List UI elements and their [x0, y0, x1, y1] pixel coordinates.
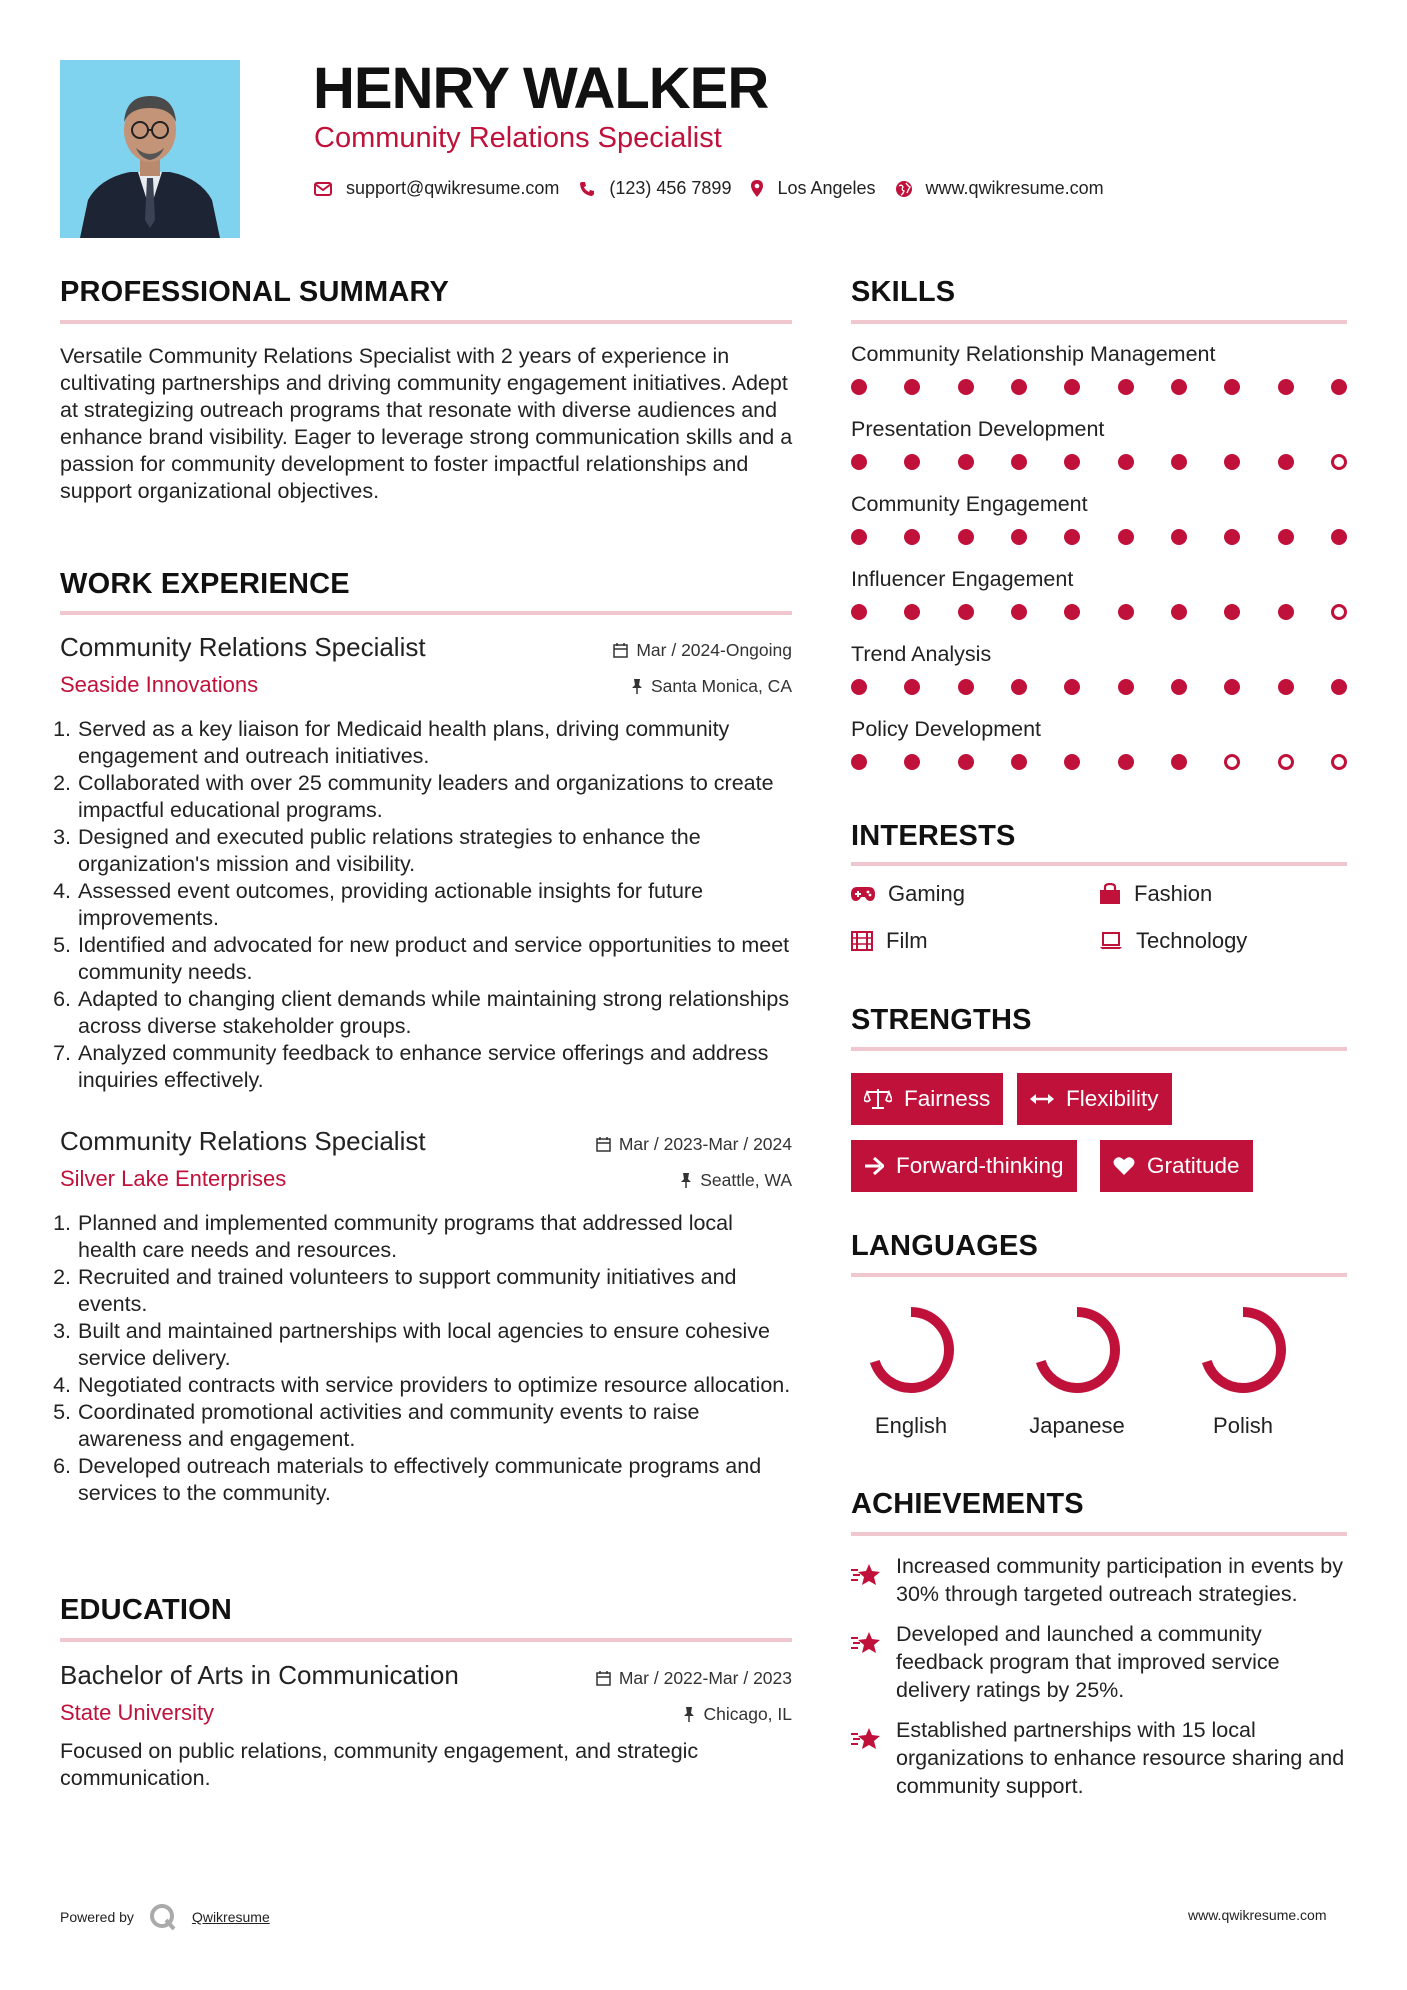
language-proficiency-ring [1027, 1300, 1127, 1400]
powered-by-text: Powered by [60, 1909, 134, 1925]
rating-dot-filled [1171, 754, 1187, 770]
job-dates [613, 640, 792, 661]
rating-dot-filled [851, 529, 867, 545]
rating-dot-filled [1064, 379, 1080, 395]
rating-dot-filled [851, 754, 867, 770]
balance-scale-icon [864, 1088, 892, 1110]
language-item [1178, 1300, 1308, 1439]
experience-heading: WORK EXPERIENCE [60, 568, 350, 600]
rating-dot-filled [958, 379, 974, 395]
languages-list [846, 1300, 1308, 1439]
education-heading: EDUCATION [60, 1594, 233, 1626]
skills-list [851, 342, 1347, 792]
rating-dot-filled [851, 679, 867, 695]
language-label: Japanese [1029, 1413, 1125, 1438]
job-location [631, 676, 792, 697]
languages-divider [851, 1273, 1347, 1277]
laptop-icon [1099, 932, 1123, 950]
strength-tag [851, 1073, 1003, 1125]
achievements-divider [851, 1532, 1347, 1536]
arrows-horizontal-icon [1030, 1093, 1054, 1105]
strength-tag [1017, 1073, 1172, 1125]
skill-name: Community Engagement [851, 492, 1088, 516]
map-marker-icon [751, 180, 763, 197]
list-item: 2. Recruited and trained volunteers to support community initiatives and events. [77, 1264, 792, 1318]
interest-item [1099, 928, 1247, 954]
skill-item [851, 342, 1347, 417]
rating-dot-filled [904, 679, 920, 695]
interest-label: Gaming [888, 881, 966, 906]
rating-dot-filled [1171, 679, 1187, 695]
interest-label: Fashion [1134, 881, 1213, 906]
rating-dot-filled [1278, 604, 1294, 620]
job-title: Community Relations Specialist [60, 632, 426, 662]
experience-divider [60, 611, 792, 615]
contact-website[interactable] [896, 178, 1104, 199]
strength-tag [1100, 1140, 1253, 1192]
list-item: 5. Identified and advocated for new product and service opportunities to meet community needs. [77, 932, 792, 986]
list-item: 4. Assessed event outcomes, providing actionable insights for future improvements. [77, 878, 792, 932]
rating-dot-empty [1278, 754, 1294, 770]
job-title: Community Relations Specialist [60, 1126, 426, 1156]
rating-dot-filled [851, 379, 867, 395]
rating-dot-empty [1331, 754, 1347, 770]
summary-heading: PROFESSIONAL SUMMARY [60, 276, 450, 308]
rating-dot-filled [1278, 529, 1294, 545]
rating-dot-filled [904, 529, 920, 545]
rating-dot-filled [1331, 379, 1347, 395]
interest-label: Film [886, 928, 928, 953]
rating-dot-filled [1224, 529, 1240, 545]
skills-heading: SKILLS [851, 276, 956, 308]
heart-icon [1113, 1156, 1135, 1176]
shopping-bag-icon [1099, 883, 1121, 905]
job-bullets [60, 716, 792, 1094]
achievements-heading: ACHIEVEMENTS [851, 1488, 1084, 1520]
rating-dot-filled [1064, 454, 1080, 470]
rating-dot-filled [851, 454, 867, 470]
skill-name: Policy Development [851, 717, 1042, 741]
skill-name: Influencer Engagement [851, 567, 1074, 591]
interest-label: Technology [1136, 928, 1248, 953]
rating-dot-filled [958, 679, 974, 695]
rating-dot-filled [1118, 529, 1134, 545]
strength-tag [851, 1140, 1077, 1192]
job-entry [60, 632, 792, 1094]
rating-dot-empty [1331, 604, 1347, 620]
rating-dot-filled [1118, 754, 1134, 770]
achievement-text: Increased community participation in events by 30% through targeted outreach strategies. [896, 1554, 1343, 1606]
achievements-list [851, 1552, 1347, 1800]
list-item: 4. Negotiated contracts with service providers to optimize resource allocation. [77, 1372, 792, 1399]
skill-rating [851, 604, 1347, 620]
phone-text: (123) 456 7899 [609, 178, 732, 198]
qwikresume-logo-icon [148, 1902, 178, 1932]
language-proficiency-ring [1193, 1300, 1293, 1400]
rating-dot-filled [1171, 454, 1187, 470]
interest-item [851, 928, 928, 954]
contact-email[interactable] [314, 178, 559, 199]
location-text: Los Angeles [777, 178, 876, 198]
strength-label: Gratitude [1147, 1153, 1240, 1178]
job-location-text: Santa Monica, CA [650, 676, 792, 696]
rating-dot-filled [1011, 679, 1027, 695]
brand-link[interactable]: Qwikresume [191, 1909, 270, 1925]
education-dates-text: Mar / 2022-Mar / 2023 [618, 1668, 792, 1688]
calendar-icon [596, 1671, 611, 1686]
star-trophy-icon [851, 1630, 881, 1654]
globe-icon [896, 181, 912, 197]
job-bullets [60, 1210, 792, 1507]
rating-dot-filled [904, 754, 920, 770]
education-description: Focused on public relations, community engagement, and strategic communication. [60, 1739, 699, 1790]
rating-dot-filled [1011, 529, 1027, 545]
pin-icon [683, 1707, 695, 1722]
interest-item [851, 881, 965, 907]
list-item: 5. Coordinated promotional activities and community events to raise awareness and engagement. [77, 1399, 792, 1453]
skills-divider [851, 320, 1347, 324]
skill-item [851, 567, 1347, 642]
job-dates-text: Mar / 2023-Mar / 2024 [618, 1134, 792, 1154]
rating-dot-filled [1171, 604, 1187, 620]
interests-heading: INTERESTS [851, 820, 1016, 852]
list-item: 7. Analyzed community feedback to enhance service offerings and address inquiries effectively. [77, 1040, 792, 1094]
language-ring-arc [873, 1312, 949, 1388]
rating-dot-filled [958, 529, 974, 545]
rating-dot-filled [958, 754, 974, 770]
summary-divider [60, 320, 792, 324]
interests-divider [851, 862, 1347, 866]
rating-dot-filled [1331, 529, 1347, 545]
strength-label: Forward-thinking [896, 1153, 1064, 1178]
language-ring-arc [1039, 1312, 1115, 1388]
profile-photo [60, 60, 240, 238]
education-dates [596, 1668, 792, 1689]
envelope-icon [314, 182, 332, 196]
rating-dot-filled [1118, 454, 1134, 470]
rating-dot-filled [1224, 379, 1240, 395]
skill-item [851, 417, 1347, 492]
achievement-text: Developed and launched a community feedback program that improved service delivery ratings by 25%. [896, 1622, 1280, 1702]
contact-bar [314, 178, 1124, 199]
rating-dot-empty [1331, 454, 1347, 470]
job-location-text: Seattle, WA [700, 1170, 792, 1190]
rating-dot-filled [1064, 754, 1080, 770]
star-trophy-icon [851, 1562, 881, 1586]
rating-dot-filled [1278, 379, 1294, 395]
rating-dot-filled [1171, 379, 1187, 395]
rating-dot-filled [1064, 679, 1080, 695]
language-item [1012, 1300, 1142, 1439]
strength-label: Flexibility [1066, 1086, 1159, 1111]
language-label: English [874, 1413, 948, 1438]
rating-dot-filled [904, 604, 920, 620]
gamepad-icon [851, 886, 875, 902]
phone-icon [579, 181, 595, 197]
rating-dot-filled [1171, 529, 1187, 545]
rating-dot-filled [1011, 454, 1027, 470]
skill-rating [851, 379, 1347, 395]
strengths-heading: STRENGTHS [851, 1004, 1032, 1036]
list-item: 6. Adapted to changing client demands while maintaining strong relationships across diverse stakeholder groups. [77, 986, 792, 1040]
rating-dot-filled [958, 454, 974, 470]
arrow-right-icon [864, 1157, 884, 1175]
summary-text: Versatile Community Relations Specialist with 2 years of experience in cultivating partnerships and driving community engagement initiatives. Adept at strategizing outreach programs that resonate with diverse audiences and enhance brand visibility. Eager to leverage strong communication skills and a passion for community development to foster impactful relationships and support organizational objectives. [60, 344, 793, 503]
list-item: 3. Designed and executed public relations strategies to enhance the organization's mission and visibility. [77, 824, 792, 878]
strength-label: Fairness [904, 1086, 991, 1111]
skill-item [851, 642, 1347, 717]
rating-dot-filled [1064, 604, 1080, 620]
rating-dot-filled [1011, 379, 1027, 395]
contact-phone[interactable] [579, 178, 731, 199]
list-item: 2. Collaborated with over 25 community leaders and organizations to create impactful educational programs. [77, 770, 792, 824]
star-trophy-icon [851, 1726, 881, 1750]
skill-name: Presentation Development [851, 417, 1105, 441]
skill-rating [851, 454, 1347, 470]
rating-dot-filled [1224, 679, 1240, 695]
rating-dot-filled [1278, 454, 1294, 470]
skill-name: Community Relationship Management [851, 342, 1216, 366]
job-dates-text: Mar / 2024-Ongoing [636, 640, 792, 660]
school-name: State University [60, 1700, 215, 1725]
list-item: 1. Served as a key liaison for Medicaid health plans, driving community engagement and outreach initiatives. [77, 716, 792, 770]
language-ring-arc [1205, 1312, 1281, 1388]
list-item: 3. Built and maintained partnerships with local agencies to ensure cohesive service delivery. [77, 1318, 792, 1372]
rating-dot-filled [1224, 604, 1240, 620]
calendar-icon [613, 643, 628, 658]
film-icon [851, 931, 873, 951]
strengths-divider [851, 1047, 1347, 1051]
candidate-title: Community Relations Specialist [314, 122, 722, 154]
rating-dot-filled [1331, 679, 1347, 695]
skill-rating [851, 679, 1347, 695]
email-text: support@qwikresume.com [346, 178, 560, 198]
education-entry [60, 1660, 792, 1792]
job-location [680, 1170, 792, 1191]
pin-icon [631, 679, 643, 694]
interest-item [1099, 881, 1212, 907]
footer-url[interactable]: www.qwikresume.com [1188, 1907, 1327, 1923]
job-company: Seaside Innovations [60, 672, 259, 697]
language-item [846, 1300, 976, 1439]
rating-dot-filled [1011, 754, 1027, 770]
achievement-text: Established partnerships with 15 local organizations to enhance resource sharing and community support. [896, 1718, 1345, 1798]
rating-dot-filled [1064, 529, 1080, 545]
calendar-icon [596, 1137, 611, 1152]
skill-rating [851, 754, 1347, 770]
list-item: 1. Planned and implemented community programs that addressed local health care needs and resources. [77, 1210, 792, 1264]
achievement-item [851, 1716, 1347, 1800]
rating-dot-filled [1011, 604, 1027, 620]
rating-dot-filled [1278, 679, 1294, 695]
website-text: www.qwikresume.com [925, 178, 1104, 198]
rating-dot-filled [1118, 604, 1134, 620]
rating-dot-filled [851, 604, 867, 620]
rating-dot-filled [1118, 379, 1134, 395]
job-dates [596, 1134, 792, 1155]
rating-dot-filled [904, 379, 920, 395]
skill-name: Trend Analysis [851, 642, 992, 666]
language-proficiency-ring [861, 1300, 961, 1400]
candidate-name: HENRY WALKER [313, 56, 769, 121]
education-location-text: Chicago, IL [703, 1704, 792, 1724]
rating-dot-filled [958, 604, 974, 620]
rating-dot-filled [904, 454, 920, 470]
job-entry [60, 1126, 792, 1507]
degree-title: Bachelor of Arts in Communication [60, 1660, 459, 1690]
pin-icon [680, 1173, 692, 1188]
footer-powered-by [60, 1902, 270, 1932]
achievement-item [851, 1620, 1347, 1704]
rating-dot-filled [1118, 679, 1134, 695]
skill-item [851, 717, 1347, 792]
list-item: 6. Developed outreach materials to effectively communicate programs and services to the community. [77, 1453, 792, 1507]
achievement-item [851, 1552, 1347, 1608]
education-location [683, 1704, 792, 1725]
contact-location [751, 178, 875, 199]
languages-heading: LANGUAGES [851, 1230, 1039, 1262]
rating-dot-filled [1224, 454, 1240, 470]
skill-rating [851, 529, 1347, 545]
job-company: Silver Lake Enterprises [60, 1166, 287, 1191]
language-label: Polish [1213, 1413, 1273, 1438]
skill-item [851, 492, 1347, 567]
rating-dot-empty [1224, 754, 1240, 770]
education-divider [60, 1638, 792, 1642]
